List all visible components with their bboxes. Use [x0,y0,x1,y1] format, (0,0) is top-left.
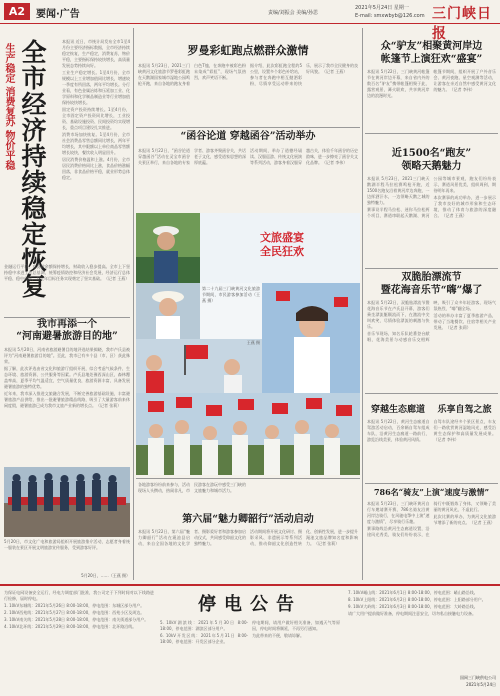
story2-body: 本报讯 5月20日，河南省旅游避暑目的地评选结果揭晓，我市卢氏县被评为“河南避暑旅游目的地”。至此，我市已有多个县（市、区）获此殊荣。 据了解，此次评选由省文化和旅游厅组织开展，综合考虑气候条件、生态环境、旅游资源、公共服务等因素。卢氏县地处豫西深山区，森林覆盖率高，夏季平均气温适宜，空气质量优良，旅游资源丰富，具备发展避暑旅游的独特优势。 近年来，我市深入推进文旅融合发展，不断完善旅游基础设施，丰富避暑旅游产品供给，推出一批避暑旅游精品线路，吸引了大量游客前来休闲度假，避暑旅游已成为我市文旅产业新的增长点。（记者 张莉） [4,347,130,408]
left-photo-svg [4,467,130,537]
notice-right-text: 7. 10kV崤山线：2021年6月1日 8:00-18:00，停电范围：崤山路沿线。 8. 10kV上阳线：2021年6月2日 8:00-18:00，停电范围：上阳路部分用户。 9. 10kV大岭线：2021年6月3日 8:00-18:00，停电范围：大岭路沿线。 请广大用户提前做好准备，停电期间注意安全，切勿私自接触电力设备。 [348,590,486,616]
story-divider [4,317,130,318]
notice-issue-date: 2021年5月24日 [466,682,496,687]
center-column [136,27,360,582]
right-headline-3b: 暨花海音乐节“嗨”爆了 [380,285,483,296]
collage-banner-line2: 全民狂欢 [260,245,304,258]
section-title: 要闻·广告 [36,9,80,20]
right-divider-2 [365,268,498,269]
issue-date: 2021年5月24日 星期一 [355,5,409,11]
right-story5-body: 本报讯 5月23日，三门峡环黄河自行车邀请赛开赛，786名骑友沿黄河岸边骑行，在风驰电掣中上演“速度与激情”，尽享骑行乐趣。 赛事路线沿黄河生态廊道设置，沿途风光秀美，骑友们纷纷表示，在骑行中既锻炼了身体，又领略了美丽的黄河风光，不虚此行。 此次比赛的举办，为黄河文化旅游节增添了新的亮点。（记者 王燕） [367,501,496,537]
editors-credit: 责编/刘振会 美编/孙思 [268,10,318,16]
column-rule-1 [133,28,134,580]
right-headline-2b: 领略天鹅魅力 [401,161,462,172]
left-body-top: 本报讯 近日，市统计局发布全市1至4月份主要经济指标数据，全市经济持续稳定恢复，生产稳定，消费复苏，物价平稳，主要指标保持较快增长，高质量发展态势持续向好。 工业生产稳定增长。1至4月份，全市规模以上工业增加值同比增长，增速较一季度有所回落，两年平均增长。分行业看，有色金属冶炼和压延加工业、化学原料和化学制品制造业等行业增加值保持较快增长。 固定资产投资持续增长。1至4月份，全市固定资产投资同比增长，工业投资、基础设施投资、民间投资均实现增长，重点项目建设扎实推进。 消费市场加快恢复。1至4月份，全市社会消费品零售总额同比增长，两年平均增长，其中限额以上单位商品零售额增长较快，餐饮收入明显回升。 居民消费价格温和上涨。4月份，全市居民消费价格同比上涨，食品价格涨幅回落，非食品价格平稳，就业形势总体稳定。 [62,39,130,180]
left-headline: 全市经济持续稳定恢复 [18,39,47,299]
right-headline-5: 786名“骑友”上演“速度与激情” [373,487,490,497]
collage-banner-line1: 文旅盛宴 [260,231,304,244]
right-story3-body: 本报讯 5月22日，双脆胎漂流节暨花海音乐节在卢氏县开幕，游客们乘坐漂流艇顺流而下，在激流中尖叫欢笑，尽情体验漂流的刺激与快乐。 音乐节现场，知名乐队轮番登台献唱，花海美景与动感音乐交相辉映，吸引了众多年轻游客，现场气氛热烈，“嗨”翻全场。 活动的举办丰富了夏季旅游产品，带动了当地餐饮、住宿等相关产业发展。（记者 张莉） [367,300,496,342]
right-story2-body: 本报讯 5月23日，2021三门峡天鹅湖半程马拉松赛鸣枪开跑，近1500名跑友沿着黄河岸边奔跑，一边挥洒汗水，一边领略天鹅之城的独特魅力。 赛事设半程马拉松、迷你马拉松两个项目，赛道串联起天鹅湖、黄河公园等城市景观，跑友们纷纷表示，赛道风景优美，组织周到，期待明年再来。 本次赛事的成功举办，进一步展示了我市良好的城市形象和生态环境，推动了体育与旅游的深度融合。（记者 王燕） [367,176,496,218]
right-story4-body: 本报讯 5月22日，黄河生态廊道自驾游活动启动，百余辆自驾车组成车队，沿黄河生态廊道一路前行，游览沿线美景，体验黄河风情。 自驾车队途经多个景区景点，车友们一路欣赏黄河湿地风光，感受沿黄生态保护和高质量发展成果。（记者 李伟） [367,419,496,442]
left-kicker: 生产稳定 消费复苏 物价平稳 [3,43,14,170]
right-headline-4b: 乐享自驾之旅 [437,405,492,415]
power-outage-notice [0,586,500,696]
collage-caption: 第二十九届三门峡黄河文化旅游节期间，市民游客参加活动（王燕 摄） [202,286,260,303]
right-headline-1a: 众“驴友”相聚黄河岸边 [380,41,483,52]
left-photo [4,467,130,537]
center-story3-body-top: 各地游客纷纷前来参与，活动现场人头攒动，热闹非凡，市民游客在游玩中感受三门峡的文旅魅力和城市活力。 [138,482,246,493]
center-divider-2 [136,478,360,479]
notice-issuer: 国网三门峡供电公司 [460,675,496,680]
center-story3-body: 本报讯 5月22日，第六届“魅力卿韶行”活动在渑池县启动，来自全国各地的文化学者、摄影爱好者和游客参加启动仪式，共同感受仰韶文化的独特魅力。 活动期间将开展文化研讨、摄影采风、非遗展示等系列活动，推动仰韶文化创造性转化、创新性发展，进一步提升渑池文旅品牌知名度和影响力。（记者 张莉） [138,529,358,546]
right-headline-1b: 帐篷节上演狂欢“盛宴” [380,54,483,65]
center-story2-body: 本报讯 5月22日，“函谷论道 穿越函谷”活动在灵宝市函谷关景区举行，来自各地的专家学者、游客齐聚函谷关，共话老子文化，感受道家思想的深厚底蕴。 活动期间，举办了道德经诵读、汉服巡游、传统文化展演等系列活动，游客身着汉服穿越古关，体验千年函谷的历史韵味，进一步擦亮了函谷关文化品牌。（记者 李伟） [138,148,358,165]
story2-subtitle: “河南避暑旅游目的地” [16,331,118,342]
newspaper-masthead: 三门峡日报 [432,6,492,42]
right-divider-3 [365,393,498,394]
center-headline-2: “函谷论道 穿越函谷”活动举办 [180,131,316,142]
right-divider-1 [365,133,498,134]
right-story1-body: 本报讯 5月22日，三门峡黄河帐篷节在黄河岸边开幕，来自省内外的数百名“驴友”携带帐篷相聚于此，露营观景，篝火联欢，共享黄河岸边的浪漫时光。 帐篷节期间，组织开展了户外音乐会、黄河夜跑、星空观测等活动，让游客在亲近自然中感受黄河文化的魅力。（记者 李伟） [367,69,496,98]
left-caption: 5月20日，……（王燕 摄） [81,573,130,578]
page-number: A2 [4,3,30,20]
right-headline-3a: 双脆胎漂流节 [401,272,462,283]
center-headline-3: 第六届“魅力卿韶行”活动启动 [182,514,314,525]
notice-title: 停电公告 [198,594,302,615]
left-column [0,27,132,582]
center-divider-1 [136,127,360,128]
column-rule-2 [362,28,363,580]
story2-title: 我市再添一个 [37,319,97,330]
notice-center-text: 5. 10kV湖滨线：2021年5月30日 8:00-18:00，停电范围：湖滨区部分用户。 6. 10kV开发区线：2021年5月31日 8:00-18:00，停电范围：开发区部分企业。 停电期间，请用户做好相关准备，如遇天气等原因，停电时间将顺延，不再另行通知。 为此带来的不便，敬请谅解。 [160,620,340,644]
right-headline-2a: 近1500名“跑友” [391,148,472,159]
right-divider-4 [365,483,498,484]
notice-left-text: 为保证电网设备安全运行，经电力调度部门批准，我公司定于下列时间对以下线路进行检修，届时停电。 1. 10kV东城线：2021年5月26日 8:00-18:00，停电范围：东城区部分用户。 2. 10kV西苑线：2021年5月27日 8:00-18:00，停电范围：西苑小区及周边。 3. 10kV南关线：2021年5月28日 8:00-18:00，停电范围：南关街道部分用户。 4. 10kV北环线：2021年5月29日 8:00-18:00，停电范围：北环路沿线。 [4,590,154,629]
center-story1-body: 本报讯 5月23日，2021三门峡黄河文化旅游节罗曼彩虹跑在天鹅湖国家城市湿地公园鸣枪开跑，来自各地的跑友身着白色T恤，在奔跑中被彩色粉末染成“彩虹”，现场气氛热烈，欢声笑语不断。 据介绍，此次彩虹跑全程约5公里，设置多个彩色补给站，参与者在奔跑中相互抛洒彩粉，尽情享受运动带来的快乐，展示了我市全民健身的良好风貌。（记者 王燕） [138,63,358,86]
left-caption-text: 5月20日，市文化广电和旅游局组织开展旅游推介活动，志愿者身着统一服装在景区开展文明旅游宣传服务，受到游客好评。 [4,539,130,550]
center-headline-1: 罗曼彩虹跑点燃群众激情 [187,44,309,57]
contact-email: E-mail: smxwbyb@126.com [355,13,425,19]
right-column [365,27,498,582]
collage-credit: 王燕 摄 [246,340,260,345]
right-headline-4a: 穿越生态廊道 [370,405,425,415]
left-body-mid: 金融运行平稳，存贷款余额保持增长，财政收入稳步提高。全市上下坚持稳中求进工作总基调，统筹疫情防控和经济社会发展，经济运行总体平稳、稳中向好，为全年目标任务实现奠定了坚实基础。（记者 王燕） [4,264,130,281]
